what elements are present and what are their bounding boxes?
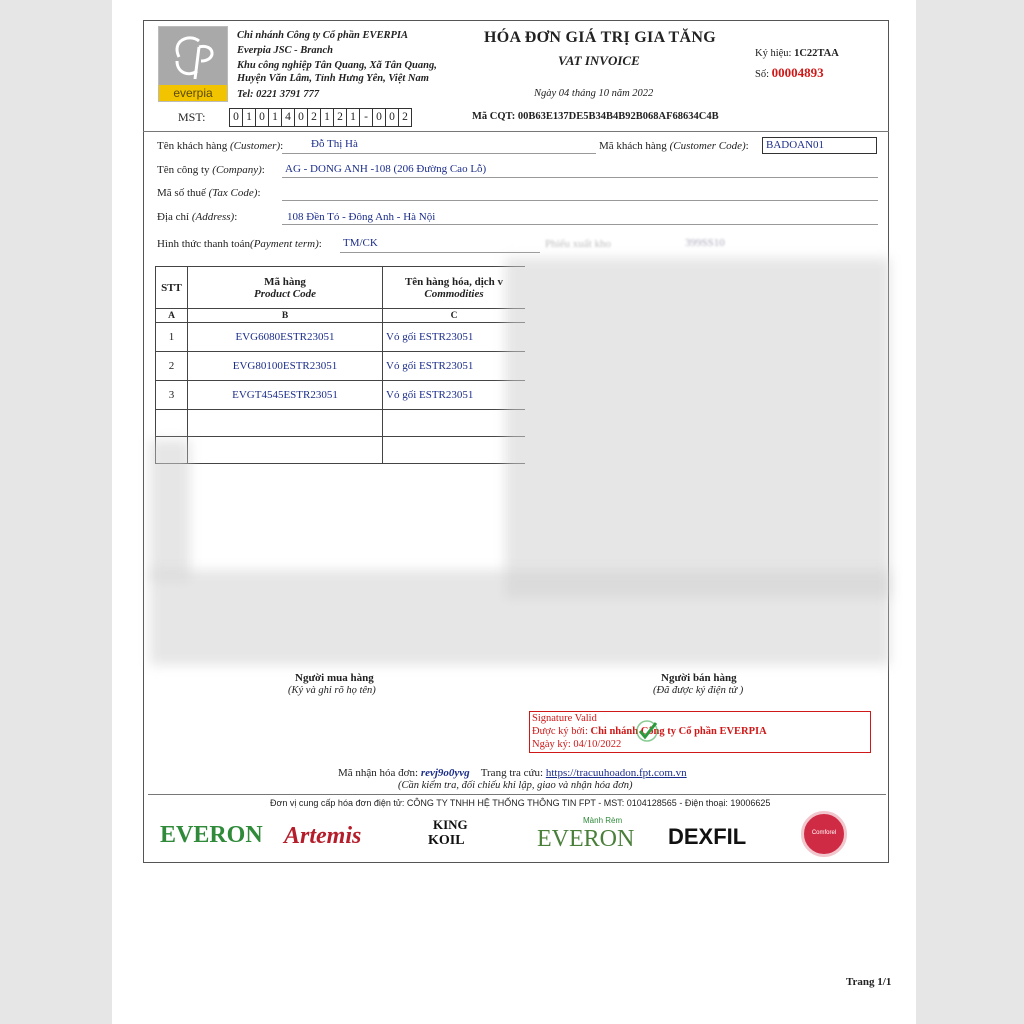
signed-by: Chi nhánh Công ty Cổ phần EVERPIA [590, 726, 767, 737]
receive-code: revj9o0yvg [420, 767, 470, 779]
company-line [282, 177, 878, 178]
table-row-empty [156, 437, 526, 464]
customer-code-label-row: Mã khách hàng (Customer Code): [599, 140, 749, 152]
redacted-table-right [505, 258, 890, 598]
row-commodity: Vỏ gối ESTR23051 [383, 352, 526, 381]
invoice-date: Ngày 04 tháng 10 năm 2022 [534, 88, 654, 99]
mst-label: MST: [178, 110, 206, 124]
row-stt: 3 [156, 381, 188, 410]
company-label-row: Tên công ty (Company): [157, 164, 265, 176]
signed-by-label: Được ký bởi: [532, 726, 588, 737]
mst-digit: 0 [295, 109, 308, 126]
signed-date: Ngày ký: 04/10/2022 [532, 739, 622, 750]
artemis-logo: Artemis [284, 823, 362, 849]
mst-digit: 1 [243, 109, 256, 126]
payment-label-en: (Payment term) [250, 238, 319, 250]
table-header-row [156, 267, 526, 309]
digital-signature-box [529, 711, 871, 753]
seller-sign-title: Người bán hàng [661, 672, 737, 684]
seller-address-line2: Huyện Văn Lâm, Tỉnh Hưng Yên, Việt Nam [237, 73, 429, 84]
customer-code: BADOAN01 [762, 137, 877, 154]
payment-line [340, 252, 540, 253]
comforel-badge [801, 811, 847, 857]
mst-digit: 1 [347, 109, 360, 126]
redacted-totals [150, 570, 890, 665]
payment-label-row: Hình thức thanh toán(Payment term): [157, 238, 322, 250]
mst-digit: 0 [230, 109, 243, 126]
address-label: Địa chỉ [157, 211, 190, 223]
tax-label: Mã số thuế [157, 187, 206, 199]
tax-line [282, 200, 878, 201]
everpia-logo [158, 26, 228, 102]
mst-digit: - [360, 109, 373, 126]
table-row-empty [156, 410, 526, 437]
lookup-link[interactable]: https://tracuuhoadon.fpt.com.vn [545, 767, 687, 779]
everon-curtain-tag: Mành Rèm [583, 816, 623, 825]
symbol-row [755, 48, 839, 59]
seller-sign-note: (Đã được ký điện tử ) [653, 685, 744, 696]
row-product-code: EVG80100ESTR23051 [188, 352, 383, 381]
mst-digit: 2 [402, 111, 408, 123]
warehouse-label: Phiếu xuất kho [545, 238, 611, 250]
header-divider [143, 131, 889, 132]
header-code-en: Product Code [253, 287, 317, 300]
empty-cell [188, 410, 383, 437]
header-stt: STT [156, 267, 188, 309]
footer-divider [148, 794, 886, 795]
invoice-number: 00004893 [771, 65, 824, 80]
provider-info: Đơn vị cung cấp hóa đơn điện tử: CÔNG TY TNHH HỆ THỐNG THÔNG TIN FPT - MST: 0104128565 - Điện thoại: 19006625 [270, 798, 771, 808]
lookup-label: Trang tra cứu: [480, 767, 544, 779]
row-stt: 1 [156, 323, 188, 352]
item-rows [156, 323, 526, 464]
checkmark-icon [634, 718, 660, 744]
seller-address-line1: Khu công nghiệp Tân Quang, Xã Tân Quang, [237, 60, 437, 71]
payment-label: Hình thức thanh toán [157, 238, 251, 250]
mst-digit: 1 [269, 109, 282, 126]
tax-label-row: Mã số thuế (Tax Code): [157, 187, 261, 199]
invoice-title: HÓA ĐƠN GIÁ TRỊ GIA TĂNG [484, 29, 716, 46]
tax-label-en: (Tax Code) [208, 187, 258, 199]
mst-digit: 0 [256, 109, 269, 126]
letter-c: C [383, 309, 526, 323]
seller-name: Chi nhánh Công ty Cổ phần EVERPIA [237, 30, 408, 41]
page-number: Trang 1/1 [846, 976, 892, 988]
letter-a: A [156, 309, 188, 323]
receive-row [338, 767, 687, 779]
header-name-en: Commodities [424, 287, 484, 300]
warehouse-value: 399SS10 [685, 237, 725, 249]
row-commodity: Vỏ gối ESTR23051 [383, 323, 526, 352]
company-name: AG - DONG ANH -108 (206 Đường Cao Lỗ) [285, 163, 487, 175]
customer-label-row: Tên khách hàng (Customer): [157, 140, 284, 152]
company-label-en: (Company) [212, 164, 262, 176]
symbol-value: 1C22TAA [794, 48, 839, 59]
header-code [188, 267, 383, 309]
comforel-text: Comforel [811, 830, 837, 836]
payment-value: TM/CK [343, 237, 378, 249]
buyer-sign-note: (Ký và ghi rõ họ tên) [288, 685, 376, 696]
everpia-logo-word: everpia [159, 85, 227, 101]
number-label: Số: [755, 69, 770, 80]
address-value: 108 Đền Tó - Đông Anh - Hà Nội [287, 211, 436, 223]
cqt-label: Mã CQT: [472, 111, 516, 122]
table-row [156, 323, 526, 352]
customer-line [282, 153, 596, 154]
mst-digit-boxes [229, 108, 412, 127]
company-label: Tên công ty [157, 164, 210, 176]
seller-tel: Tel: 0221 3791 777 [237, 89, 320, 100]
letter-b: B [188, 309, 383, 323]
empty-cell [156, 410, 188, 437]
table-letter-row [156, 309, 526, 323]
items-table [155, 266, 525, 464]
address-label-en: (Address) [191, 211, 235, 223]
footer-note: (Cần kiểm tra, đối chiếu khi lập, giao và nhận hóa đơn) [398, 780, 633, 791]
mst-digit: 2 [334, 109, 347, 126]
row-product-code: EVGT4545ESTR23051 [188, 381, 383, 410]
empty-cell [188, 437, 383, 464]
table-row [156, 352, 526, 381]
cqt-row [472, 111, 719, 122]
customer-name: Đỗ Thị Hà [311, 138, 358, 150]
mst-digit: 1 [321, 109, 334, 126]
cqt-code: 00B63E137DE5B34B4B92B068AF68634C4B [517, 111, 719, 122]
customer-label-en: (Customer) [230, 140, 281, 152]
everpia-logo-mark [159, 27, 227, 87]
customer-code-label: Mã khách hàng [599, 140, 667, 152]
number-row [755, 65, 824, 81]
signature-valid: Signature Valid [532, 713, 597, 724]
mst-digit: 2 [308, 109, 321, 126]
everon-curtain-logo: EVERON [537, 826, 635, 852]
mst-digit: 4 [282, 109, 295, 126]
empty-cell [383, 437, 526, 464]
seller-name-en: Everpia JSC - Branch [237, 45, 333, 56]
row-commodity: Vỏ gối ESTR23051 [383, 381, 526, 410]
header-code-vi: Mã hàng [264, 275, 306, 288]
customer-label: Tên khách hàng [157, 140, 228, 152]
header-name [383, 267, 526, 309]
symbol-label: Ký hiệu: [755, 48, 792, 59]
table-row [156, 381, 526, 410]
mst-digit: 0 [386, 109, 399, 126]
header-name-vi: Tên hàng hóa, dịch v [404, 275, 504, 288]
address-label-row: Địa chỉ (Address): [157, 211, 238, 223]
everon-logo: EVERON [160, 822, 263, 848]
row-stt: 2 [156, 352, 188, 381]
receive-label: Mã nhận hóa đơn: [338, 767, 419, 779]
redacted-table-left [150, 440, 190, 580]
address-line [282, 224, 878, 225]
king-koil-logo-king: KING [433, 817, 468, 832]
king-koil-logo-koil: KOIL [428, 833, 465, 848]
mst-digit: 0 [373, 109, 386, 126]
empty-cell [383, 410, 526, 437]
dexfil-logo: DEXFIL [668, 824, 747, 849]
row-product-code: EVG6080ESTR23051 [188, 323, 383, 352]
customer-code-label-en: (Customer Code) [669, 140, 746, 152]
buyer-sign-title: Người mua hàng [295, 672, 374, 684]
invoice-subtitle: VAT INVOICE [558, 53, 640, 68]
